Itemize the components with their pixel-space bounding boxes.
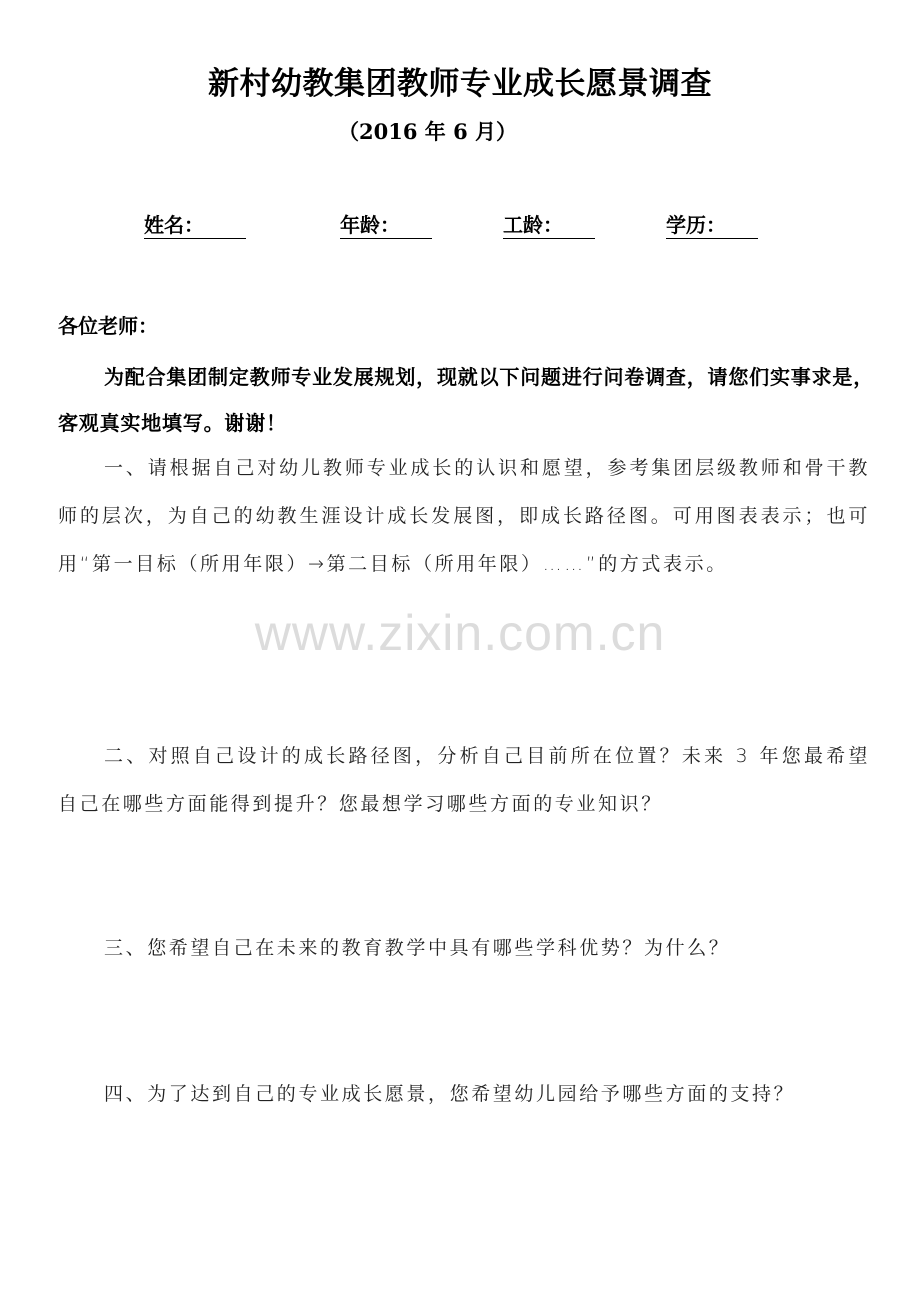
question-2: 二、对照自己设计的成长路径图，分析自己目前所在位置？未来 3 年您最希望自己在哪些方面能得到提升？您最想学习哪些方面的专业知识？ <box>58 745 870 815</box>
field-work-years-blank[interactable] <box>563 212 595 239</box>
document-title: 新村幼教集团教师专业成长愿景调查 <box>208 66 712 102</box>
question-4: 四、为了达到自己的专业成长愿景，您希望幼儿园给予哪些方面的支持？ <box>104 1083 796 1105</box>
question-1: 一、请根据自己对幼儿教师专业成长的认识和愿望，参考集团层级教师和骨干教师的层次，为自己的幼教生涯设计成长发展图，即成长路径图。可用图表表示；也可用“第一目标（所用年限）→第二目标（所用年限）……”的方式表示。 <box>58 457 870 575</box>
field-name-label: 姓名： <box>144 213 204 237</box>
field-work-years-label: 工龄： <box>503 213 563 237</box>
greeting: 各位老师： <box>58 314 158 338</box>
field-name[interactable] <box>144 212 246 239</box>
intro-paragraph: 为配合集团制定教师专业发展规划，现就以下问题进行问卷调查，请您们实事求是，客观真实地填写。谢谢！ <box>58 365 874 435</box>
field-education-blank[interactable] <box>726 212 758 239</box>
watermark: www.zixin.com.cn <box>254 605 666 661</box>
field-name-blank[interactable] <box>204 212 246 239</box>
field-age-blank[interactable] <box>400 212 432 239</box>
question-3: 三、您希望自己在未来的教育教学中具有哪些学科优势？为什么？ <box>104 937 731 959</box>
field-age-label: 年龄： <box>340 213 400 237</box>
field-education[interactable] <box>666 212 758 239</box>
respondent-info-fields <box>0 212 920 242</box>
field-work-years[interactable] <box>503 212 595 239</box>
field-age[interactable] <box>340 212 432 239</box>
field-education-label: 学历： <box>666 213 726 237</box>
document-date: （2016 年 6 月） <box>338 119 517 144</box>
